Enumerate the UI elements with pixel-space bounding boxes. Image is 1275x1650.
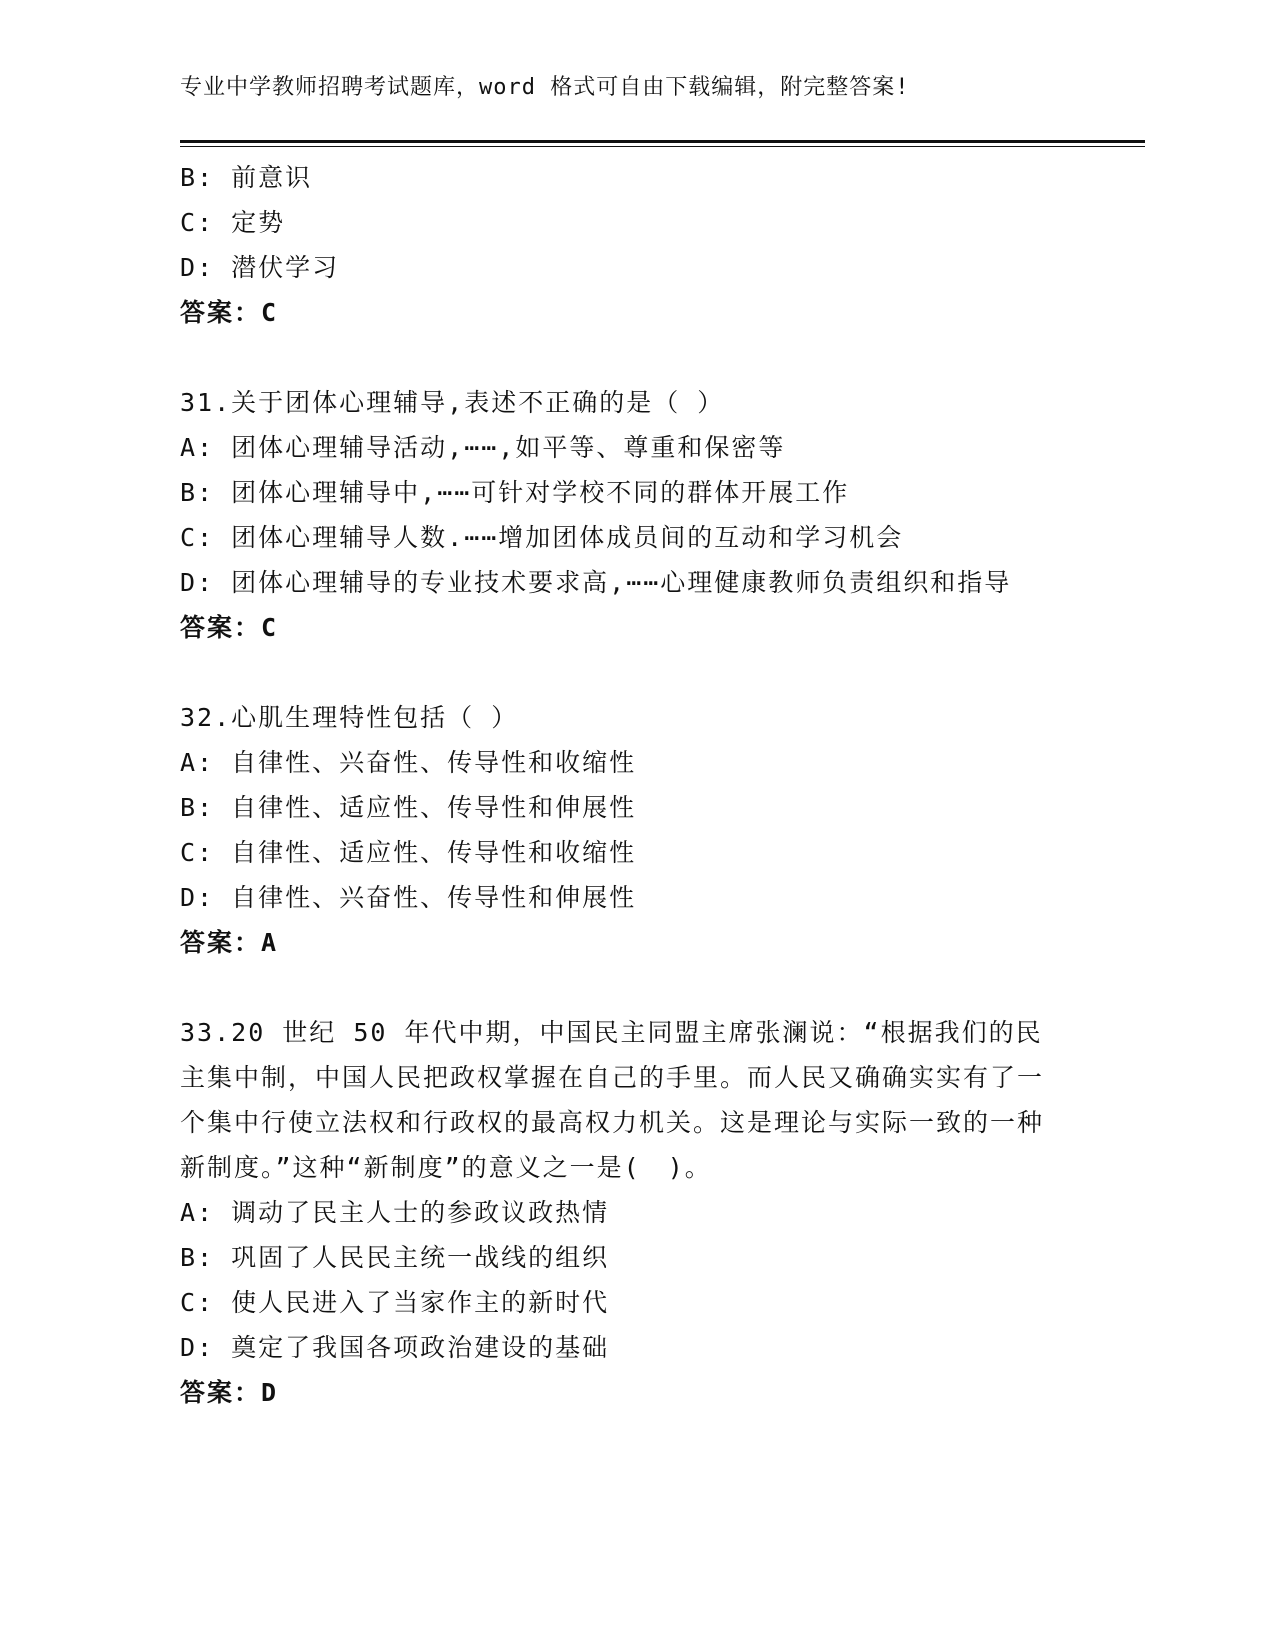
option-d: D: 奠定了我国各项政治建设的基础 xyxy=(180,1333,610,1362)
option-b: B: 自律性、适应性、传导性和伸展性 xyxy=(180,793,637,822)
question-block-31 xyxy=(180,380,1060,650)
option-c: C: 使人民进入了当家作主的新时代 xyxy=(180,1288,610,1317)
page-header: 专业中学教师招聘考试题库，word 格式可自由下载编辑，附完整答案! xyxy=(180,75,910,100)
option-d: D: 自律性、兴奋性、传导性和伸展性 xyxy=(180,883,637,912)
option-c: C: 自律性、适应性、传导性和收缩性 xyxy=(180,838,637,867)
option-c: C: 定势 xyxy=(180,208,286,237)
spacer xyxy=(180,335,1060,380)
question-text: 31.关于团体心理辅导,表述不正确的是（ ） xyxy=(180,388,725,417)
spacer xyxy=(180,650,1060,695)
option-a: A: 团体心理辅导活动,⋯⋯,如平等、尊重和保密等 xyxy=(180,433,786,462)
spacer xyxy=(180,965,1060,1010)
answer: 答案：A xyxy=(180,928,279,957)
question-block-32 xyxy=(180,695,1060,965)
header-rule-thin xyxy=(180,146,1145,147)
question-text: 32.心肌生理特性包括（ ） xyxy=(180,703,519,732)
answer: 答案：C xyxy=(180,613,279,642)
option-b: B: 前意识 xyxy=(180,163,313,192)
option-a: A: 调动了民主人士的参政议政热情 xyxy=(180,1198,610,1227)
question-list xyxy=(180,155,1060,1415)
option-b: B: 团体心理辅导中,⋯⋯可针对学校不同的群体开展工作 xyxy=(180,478,850,507)
header-rule-thick xyxy=(180,140,1145,143)
option-d: D: 潜伏学习 xyxy=(180,253,340,282)
answer: 答案：C xyxy=(180,298,279,327)
answer: 答案：D xyxy=(180,1378,279,1407)
option-b: B: 巩固了人民民主统一战线的组织 xyxy=(180,1243,610,1272)
question-text: 33.20 世纪 50 年代中期，中国民主同盟主席张澜说：“根据我们的民主集中制，中国人民把政权掌握在自己的手里。而人民又确确实实有了一个集中行使立法权和行政权的最高权力机关。这是理论与实际一致的一种新制度。”这种“新制度”的意义之一是( )。 xyxy=(180,1018,1045,1182)
question-block-33 xyxy=(180,1010,1060,1415)
option-a: A: 自律性、兴奋性、传导性和收缩性 xyxy=(180,748,637,777)
question-block-30 xyxy=(180,155,1060,335)
option-c: C: 团体心理辅导人数.⋯⋯增加团体成员间的互动和学习机会 xyxy=(180,523,904,552)
option-d: D: 团体心理辅导的专业技术要求高,⋯⋯心理健康教师负责组织和指导 xyxy=(180,568,1012,597)
